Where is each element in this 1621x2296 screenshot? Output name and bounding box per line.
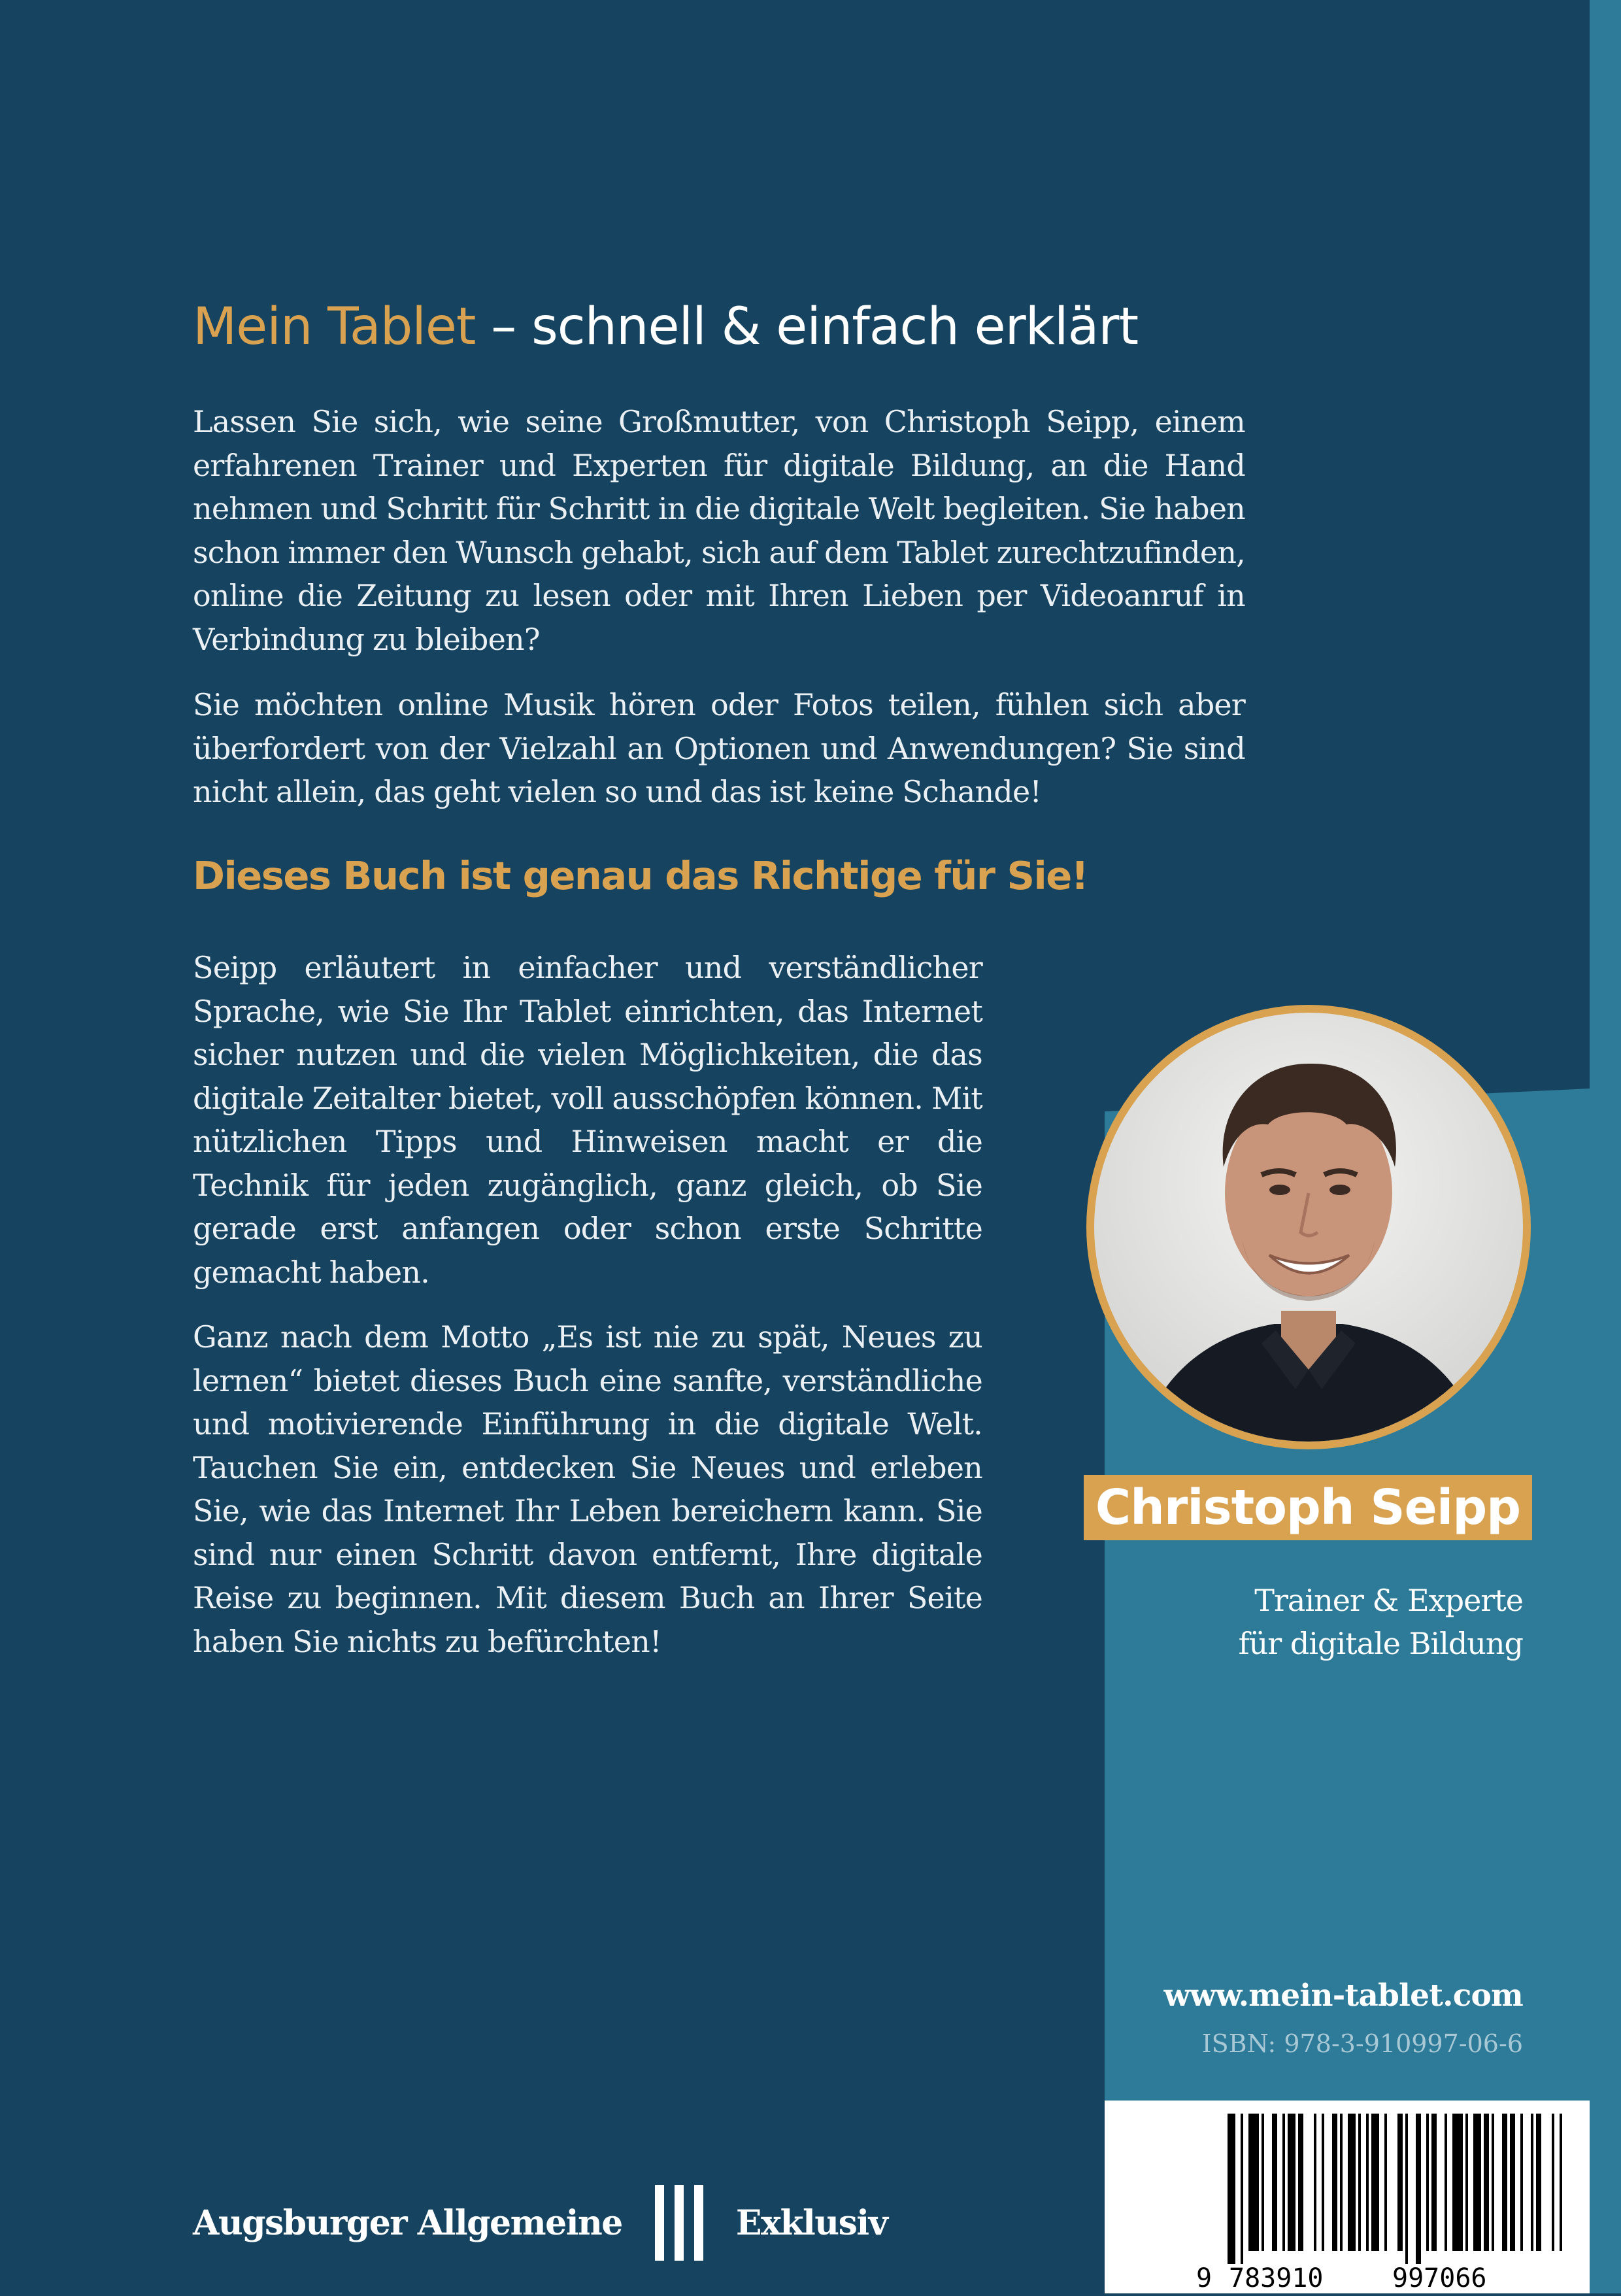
barcode-bar xyxy=(1322,2114,1324,2251)
teal-edge-strip xyxy=(1590,0,1621,2293)
barcode-right-digits: 997066 xyxy=(1392,2263,1487,2293)
barcode-bar xyxy=(1465,2114,1468,2251)
barcode-bar xyxy=(1531,2114,1533,2251)
barcode-bar xyxy=(1492,2114,1494,2251)
barcode-bar xyxy=(1452,2114,1463,2251)
barcode-bar xyxy=(1384,2114,1387,2251)
barcode-bar xyxy=(1262,2114,1264,2251)
headline xyxy=(193,297,1304,356)
barcode-bar xyxy=(1552,2114,1554,2251)
headline-rest: – schnell & einfach erklärt xyxy=(475,297,1139,356)
barcode-bar xyxy=(1332,2114,1337,2251)
barcode-bar xyxy=(1416,2114,1421,2264)
subheading: Dieses Buch ist genau das Richtige für Sie! xyxy=(193,853,1088,898)
barcode xyxy=(1105,2101,1590,2293)
barcode-bar xyxy=(1288,2114,1295,2251)
author-role-line-2: für digitale Bildung xyxy=(1238,1626,1523,1661)
barcode-bar xyxy=(1282,2114,1285,2251)
barcode-bar xyxy=(1405,2114,1408,2264)
barcode-left-digits: 783910 xyxy=(1229,2263,1324,2293)
barcode-bar xyxy=(1371,2114,1379,2251)
barcode-bar xyxy=(1358,2114,1361,2251)
barcode-bar xyxy=(1241,2114,1243,2264)
barcode-bar xyxy=(1340,2114,1343,2251)
publisher-bars-icon xyxy=(655,2185,703,2261)
author-portrait xyxy=(1085,1004,1532,1451)
barcode-bar xyxy=(1473,2114,1481,2251)
barcode-graphic xyxy=(1105,2101,1590,2293)
publisher-name-right: Exklusiv xyxy=(735,2203,888,2243)
author-role-line-1: Trainer & Experte xyxy=(1254,1583,1523,1618)
author-name-banner: Christoph Seipp xyxy=(1084,1475,1532,1540)
barcode-bar xyxy=(1445,2114,1447,2251)
barcode-bar xyxy=(1366,2114,1369,2251)
barcode-bar xyxy=(1228,2114,1235,2264)
barcode-bar xyxy=(1510,2114,1515,2251)
barcode-bar xyxy=(1484,2114,1489,2251)
barcode-bar xyxy=(1348,2114,1356,2251)
intro-paragraph-2: Sie möchten online Musik hören oder Fotos teilen, fühlen sich aber überfordert von der Vielzahl an Optionen und Anwendungen? Sie sind nicht allein, das geht vielen so und das ist keine Schande! xyxy=(193,687,1245,809)
barcode-bar xyxy=(1298,2114,1303,2251)
isbn-number: ISBN: 978-3-910997-06-6 xyxy=(1201,2029,1523,2058)
barcode-bar xyxy=(1272,2114,1277,2251)
intro-paragraph-1: Lassen Sie sich, wie seine Großmutter, von Christoph Seipp, einem erfahrenen Trainer und Experten für digitale Bildung, an die Hand nehmen und Schritt für Schritt in die digitale Welt begleiten. Sie haben schon immer den Wunsch gehabt, sich auf dem Tablet zurechtzufinden, online die Zeitung zu lesen oder mit Ihren Lieben per Videoanruf in Verbindung zu bleiben? xyxy=(193,404,1245,657)
headline-accent: Mein Tablet xyxy=(193,297,476,356)
barcode-first-digit: 9 xyxy=(1196,2263,1212,2293)
barcode-bar xyxy=(1431,2114,1437,2251)
barcode-bar xyxy=(1248,2114,1259,2251)
author-role xyxy=(1239,1579,1523,1665)
body-paragraph-2: Ganz nach dem Motto „Es ist nie zu spät, Neues zu lernen“ bietet dieses Buch eine sanfte, verständliche und motivierende Einführung in die digitale Welt. Tauchen Sie ein, entdecken Sie Neues und erleben Sie, wie das Internet Ihr Leben bereichern kann. Sie sind nur einen Schritt davon entfernt, Ihre digitale Reise zu beginnen. Mit diesem Buch an Ihrer Seite haben Sie nichts zu befürchten! xyxy=(193,1319,982,1659)
barcode-bar xyxy=(1560,2114,1562,2251)
barcode-bar xyxy=(1397,2114,1403,2251)
barcode-bar xyxy=(1426,2114,1429,2251)
barcode-bar xyxy=(1536,2114,1541,2251)
website-link[interactable]: www.mein-tablet.com xyxy=(1163,1978,1523,2014)
publisher-logo xyxy=(193,2197,887,2249)
body-paragraph-1: Seipp erläutert in einfacher und verständlicher Sprache, wie Sie Ihr Tablet einrichten, das Internet sicher nutzen und die vielen Möglichkeiten, die das digitale Zeitalter bietet, voll ausschöpfen können. Mit nützlichen Tipps und Hinweisen macht er die Technik für jeden zugänglich, ganz gleich, ob Sie gerade erst anfangen oder schon erste Schritte gemacht haben. xyxy=(193,950,982,1290)
barcode-bar xyxy=(1520,2114,1523,2251)
barcode-bar xyxy=(1314,2114,1316,2251)
barcode-bar xyxy=(1502,2114,1507,2251)
publisher-name-left: Augsburger Allgemeine xyxy=(193,2203,622,2243)
